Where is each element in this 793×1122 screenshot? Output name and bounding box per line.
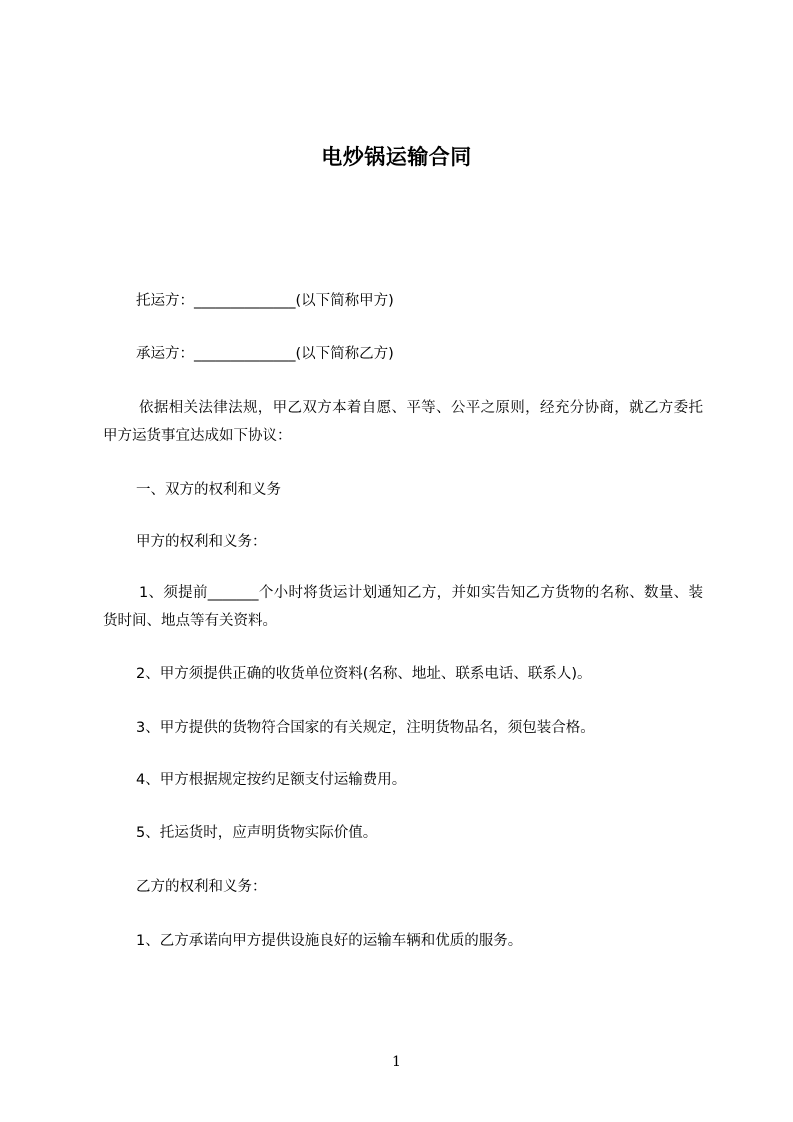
section1-heading: 一、双方的权利和义务 [136, 482, 281, 498]
party-a-heading: 甲方的权利和义务： [136, 534, 267, 550]
party-a-item-2: 2、甲方须提供正确的收货单位资料(名称、地址、联系电话、联系人)。 [136, 666, 592, 682]
party-b-heading: 乙方的权利和义务： [136, 879, 267, 895]
party-a-item-1: 1、须提前_______个小时将货运计划通知乙方，并如实告知乙方货物的名称、数量、装货时间、地点等有关资料。 [103, 585, 703, 629]
preamble-paragraph: 依据相关法律法规，甲乙双方本着自愿、平等、公平之原则，经充分协商，就乙方委托甲方运货事宜达成如下协议： [103, 400, 703, 444]
party-b-item-1: 1、乙方承诺向甲方提供设施良好的运输车辆和优质的服务。 [136, 933, 523, 949]
party-a-item-5: 5、托运货时，应声明货物实际价值。 [136, 825, 378, 841]
party-a-item-4: 4、甲方根据规定按约足额支付运输费用。 [136, 772, 407, 788]
party-a-item-3: 3、甲方提供的货物符合国家的有关规定，注明货物品名，须包装合格。 [136, 720, 595, 736]
page-number: 1 [392, 1054, 401, 1070]
document-title: 电炒锅运输合同 [321, 145, 472, 169]
carrier-line: 承运方：______________(以下简称乙方) [136, 346, 394, 362]
shipper-line: 托运方：______________(以下简称甲方) [136, 293, 394, 309]
